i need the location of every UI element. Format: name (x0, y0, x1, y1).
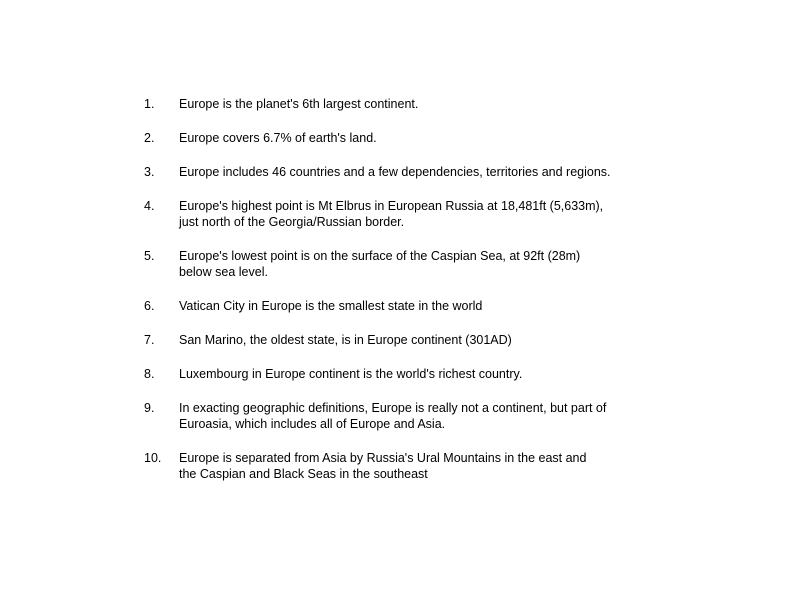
fact-item-1 (144, 96, 704, 112)
fact-item-8 (144, 366, 704, 382)
fact-number: 1. (144, 97, 155, 111)
fact-number: 4. (144, 199, 155, 213)
facts-list (144, 96, 704, 500)
fact-text: San Marino, the oldest state, is in Europe continent (301AD) (179, 333, 512, 347)
fact-item-6 (144, 298, 704, 314)
fact-text: Europe covers 6.7% of earth's land. (179, 131, 377, 145)
fact-text: Europe is the planet's 6th largest continent. (179, 97, 419, 111)
fact-text: Vatican City in Europe is the smallest state in the world (179, 299, 483, 313)
fact-text: Europe includes 46 countries and a few dependencies, territories and regions. (179, 165, 611, 179)
fact-text: Europe is separated from Asia by Russia's Ural Mountains in the east and the Caspian and Black Seas in the southeast (179, 451, 587, 481)
fact-item-5 (144, 248, 704, 280)
fact-text: Europe's highest point is Mt Elbrus in European Russia at 18,481ft (5,633m), just north of the Georgia/Russian border. (179, 199, 604, 229)
fact-text: Europe's lowest point is on the surface of the Caspian Sea, at 92ft (28m) below sea level. (179, 249, 581, 279)
fact-number: 2. (144, 131, 155, 145)
fact-item-2 (144, 130, 704, 146)
fact-item-9 (144, 400, 704, 432)
fact-number: 10. (144, 451, 162, 465)
fact-number: 3. (144, 165, 155, 179)
fact-item-3 (144, 164, 704, 180)
fact-item-10 (144, 450, 704, 482)
fact-number: 5. (144, 249, 155, 263)
fact-item-4 (144, 198, 704, 230)
fact-text: Luxembourg in Europe continent is the world's richest country. (179, 367, 523, 381)
fact-number: 8. (144, 367, 155, 381)
fact-item-7 (144, 332, 704, 348)
fact-number: 9. (144, 401, 155, 415)
fact-number: 6. (144, 299, 155, 313)
fact-text: In exacting geographic definitions, Europe is really not a continent, but part of Euroasia, which includes all of Europe and Asia. (179, 401, 607, 431)
fact-number: 7. (144, 333, 155, 347)
